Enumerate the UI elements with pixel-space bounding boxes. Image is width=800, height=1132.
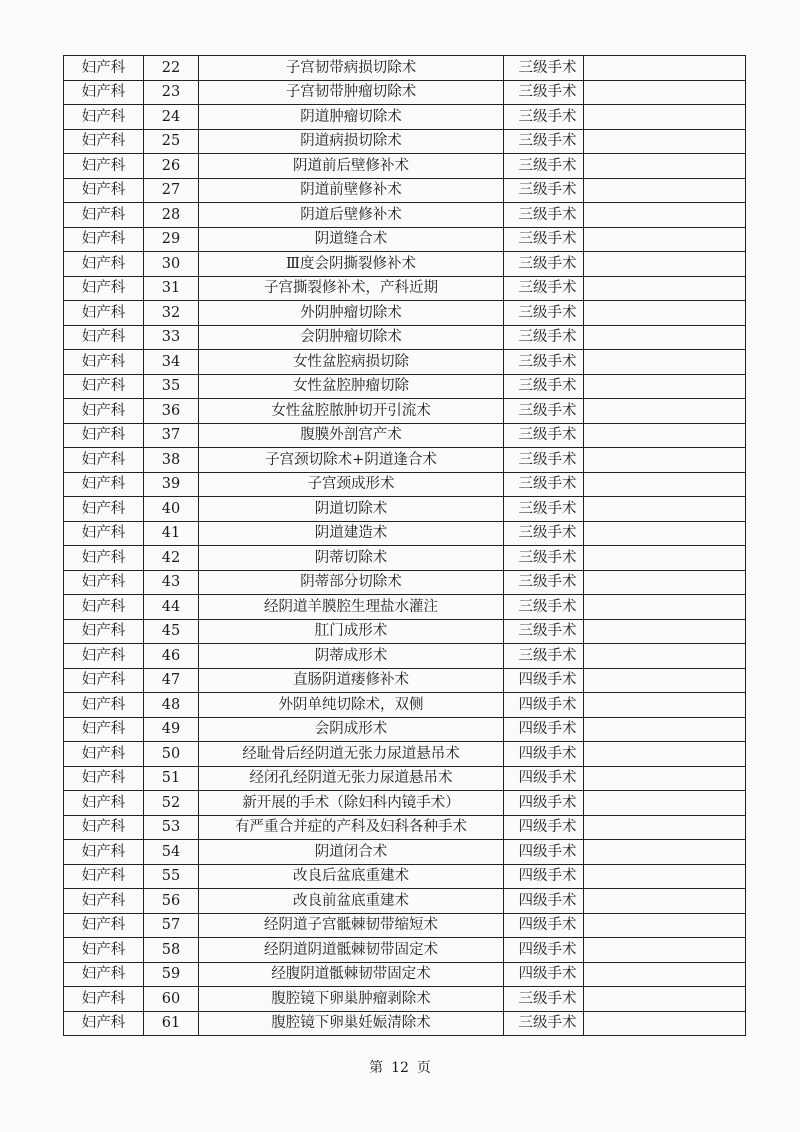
surgery-level-cell: 三级手术 (504, 178, 584, 203)
surgery-level-cell: 四级手术 (504, 840, 584, 865)
surgery-level-cell: 三级手术 (504, 325, 584, 350)
table-row (64, 619, 746, 644)
procedure-name-cell: 外阴肿瘤切除术 (199, 301, 504, 326)
number-cell: 26 (144, 154, 199, 179)
surgery-level-cell: 三级手术 (504, 374, 584, 399)
surgery-level-cell: 三级手术 (504, 227, 584, 252)
page-prefix: 第 (369, 1060, 384, 1076)
table-row (64, 987, 746, 1012)
surgery-level-cell: 四级手术 (504, 668, 584, 693)
procedure-name-cell: 阴道肿瘤切除术 (199, 105, 504, 130)
number-cell: 61 (144, 1011, 199, 1036)
table-row (64, 129, 746, 154)
procedure-name-cell: 阴蒂部分切除术 (199, 570, 504, 595)
note-cell (584, 423, 746, 448)
table-row (64, 570, 746, 595)
dept-cell: 妇产科 (64, 815, 144, 840)
procedure-name-cell: 改良后盆底重建术 (199, 864, 504, 889)
surgery-level-cell: 四级手术 (504, 742, 584, 767)
surgery-level-cell: 三级手术 (504, 129, 584, 154)
procedure-name-cell: 改良前盆底重建术 (199, 889, 504, 914)
number-cell: 49 (144, 717, 199, 742)
page-suffix: 页 (416, 1060, 431, 1076)
procedure-name-cell: 阴道切除术 (199, 497, 504, 522)
table-row (64, 595, 746, 620)
number-cell: 55 (144, 864, 199, 889)
table-row (64, 546, 746, 571)
table-row (64, 521, 746, 546)
dept-cell: 妇产科 (64, 154, 144, 179)
note-cell (584, 497, 746, 522)
surgery-level-cell: 三级手术 (504, 350, 584, 375)
dept-cell: 妇产科 (64, 742, 144, 767)
surgery-level-cell: 四级手术 (504, 889, 584, 914)
dept-cell: 妇产科 (64, 840, 144, 865)
procedure-name-cell: 阴道缝合术 (199, 227, 504, 252)
number-cell: 32 (144, 301, 199, 326)
table-row (64, 840, 746, 865)
dept-cell: 妇产科 (64, 399, 144, 424)
table-row (64, 154, 746, 179)
number-cell: 44 (144, 595, 199, 620)
procedure-name-cell: 腹腔镜下卵巢妊娠清除术 (199, 1011, 504, 1036)
dept-cell: 妇产科 (64, 80, 144, 105)
procedure-name-cell: 直肠阴道瘘修补术 (199, 668, 504, 693)
dept-cell: 妇产科 (64, 178, 144, 203)
procedure-name-cell: 经耻骨后经阴道无张力尿道悬吊术 (199, 742, 504, 767)
number-cell: 51 (144, 766, 199, 791)
note-cell (584, 766, 746, 791)
surgery-level-cell: 三级手术 (504, 203, 584, 228)
surgery-level-cell: 三级手术 (504, 987, 584, 1012)
surgery-level-cell: 四级手术 (504, 766, 584, 791)
table-body (64, 56, 746, 1036)
procedure-name-cell: 阴道前壁修补术 (199, 178, 504, 203)
number-cell: 29 (144, 227, 199, 252)
note-cell (584, 742, 746, 767)
surgery-level-cell: 三级手术 (504, 399, 584, 424)
surgery-level-cell: 三级手术 (504, 521, 584, 546)
procedure-name-cell: 女性盆腔病损切除 (199, 350, 504, 375)
procedure-name-cell: 阴道病损切除术 (199, 129, 504, 154)
procedure-name-cell: 会阴成形术 (199, 717, 504, 742)
procedure-name-cell: 经腹阴道骶棘韧带固定术 (199, 962, 504, 987)
table-row (64, 203, 746, 228)
dept-cell: 妇产科 (64, 864, 144, 889)
note-cell (584, 668, 746, 693)
note-cell (584, 1011, 746, 1036)
dept-cell: 妇产科 (64, 938, 144, 963)
number-cell: 40 (144, 497, 199, 522)
note-cell (584, 987, 746, 1012)
number-cell: 22 (144, 56, 199, 81)
procedure-name-cell: Ⅲ度会阴撕裂修补术 (199, 252, 504, 277)
number-cell: 57 (144, 913, 199, 938)
table-row (64, 668, 746, 693)
note-cell (584, 227, 746, 252)
note-cell (584, 399, 746, 424)
dept-cell: 妇产科 (64, 570, 144, 595)
surgery-level-cell: 四级手术 (504, 864, 584, 889)
number-cell: 41 (144, 521, 199, 546)
note-cell (584, 325, 746, 350)
table-row (64, 693, 746, 718)
table-row (64, 276, 746, 301)
note-cell (584, 864, 746, 889)
note-cell (584, 693, 746, 718)
procedure-name-cell: 子宫颈切除术+阴道逢合术 (199, 448, 504, 473)
dept-cell: 妇产科 (64, 497, 144, 522)
procedure-name-cell: 子宫韧带肿瘤切除术 (199, 80, 504, 105)
dept-cell: 妇产科 (64, 644, 144, 669)
surgery-level-cell: 三级手术 (504, 472, 584, 497)
surgery-level-cell: 四级手术 (504, 913, 584, 938)
number-cell: 23 (144, 80, 199, 105)
surgery-level-cell: 三级手术 (504, 276, 584, 301)
number-cell: 24 (144, 105, 199, 130)
procedure-name-cell: 阴道闭合术 (199, 840, 504, 865)
dept-cell: 妇产科 (64, 668, 144, 693)
table-row (64, 448, 746, 473)
dept-cell: 妇产科 (64, 619, 144, 644)
dept-cell: 妇产科 (64, 301, 144, 326)
dept-cell: 妇产科 (64, 766, 144, 791)
note-cell (584, 815, 746, 840)
surgery-level-cell: 三级手术 (504, 105, 584, 130)
table-row (64, 472, 746, 497)
procedure-name-cell: 阴蒂切除术 (199, 546, 504, 571)
note-cell (584, 56, 746, 81)
table-row (64, 962, 746, 987)
table-row (64, 766, 746, 791)
note-cell (584, 129, 746, 154)
procedure-name-cell: 会阴肿瘤切除术 (199, 325, 504, 350)
surgery-level-cell: 三级手术 (504, 570, 584, 595)
page-footer (0, 1057, 800, 1077)
surgery-level-cell: 四级手术 (504, 693, 584, 718)
dept-cell: 妇产科 (64, 521, 144, 546)
number-cell: 52 (144, 791, 199, 816)
procedure-name-cell: 阴蒂成形术 (199, 644, 504, 669)
dept-cell: 妇产科 (64, 595, 144, 620)
number-cell: 33 (144, 325, 199, 350)
dept-cell: 妇产科 (64, 889, 144, 914)
number-cell: 48 (144, 693, 199, 718)
note-cell (584, 840, 746, 865)
dept-cell: 妇产科 (64, 252, 144, 277)
number-cell: 45 (144, 619, 199, 644)
dept-cell: 妇产科 (64, 374, 144, 399)
note-cell (584, 644, 746, 669)
note-cell (584, 203, 746, 228)
number-cell: 31 (144, 276, 199, 301)
number-cell: 59 (144, 962, 199, 987)
procedure-name-cell: 女性盆腔脓肿切开引流术 (199, 399, 504, 424)
note-cell (584, 350, 746, 375)
surgery-level-cell: 三级手术 (504, 80, 584, 105)
dept-cell: 妇产科 (64, 693, 144, 718)
number-cell: 42 (144, 546, 199, 571)
surgery-level-cell: 四级手术 (504, 962, 584, 987)
number-cell: 25 (144, 129, 199, 154)
procedure-name-cell: 阴道前后壁修补术 (199, 154, 504, 179)
procedure-name-cell: 腹膜外剖宫产术 (199, 423, 504, 448)
table-row (64, 497, 746, 522)
number-cell: 34 (144, 350, 199, 375)
number-cell: 47 (144, 668, 199, 693)
number-cell: 53 (144, 815, 199, 840)
dept-cell: 妇产科 (64, 227, 144, 252)
table-row (64, 938, 746, 963)
note-cell (584, 791, 746, 816)
note-cell (584, 962, 746, 987)
procedure-name-cell: 腹腔镜下卵巢肿瘤剥除术 (199, 987, 504, 1012)
dept-cell: 妇产科 (64, 913, 144, 938)
dept-cell: 妇产科 (64, 423, 144, 448)
number-cell: 35 (144, 374, 199, 399)
note-cell (584, 105, 746, 130)
number-cell: 50 (144, 742, 199, 767)
dept-cell: 妇产科 (64, 325, 144, 350)
table-row (64, 791, 746, 816)
procedure-name-cell: 新开展的手术（除妇科内镜手术） (199, 791, 504, 816)
procedure-name-cell: 经阴道羊膜腔生理盐水灌注 (199, 595, 504, 620)
note-cell (584, 472, 746, 497)
note-cell (584, 154, 746, 179)
note-cell (584, 546, 746, 571)
table-row (64, 913, 746, 938)
procedure-name-cell: 外阴单纯切除术，双侧 (199, 693, 504, 718)
note-cell (584, 595, 746, 620)
surgery-level-cell: 三级手术 (504, 497, 584, 522)
table-row (64, 423, 746, 448)
dept-cell: 妇产科 (64, 56, 144, 81)
table-row (64, 301, 746, 326)
table-row (64, 350, 746, 375)
dept-cell: 妇产科 (64, 129, 144, 154)
surgery-level-cell: 三级手术 (504, 619, 584, 644)
table-row (64, 815, 746, 840)
note-cell (584, 252, 746, 277)
dept-cell: 妇产科 (64, 717, 144, 742)
surgery-level-cell: 三级手术 (504, 252, 584, 277)
table-row (64, 325, 746, 350)
procedure-name-cell: 子宫颈成形术 (199, 472, 504, 497)
surgery-level-cell: 四级手术 (504, 938, 584, 963)
dept-cell: 妇产科 (64, 1011, 144, 1036)
note-cell (584, 374, 746, 399)
dept-cell: 妇产科 (64, 546, 144, 571)
surgery-level-cell: 三级手术 (504, 644, 584, 669)
table-row (64, 56, 746, 81)
dept-cell: 妇产科 (64, 105, 144, 130)
note-cell (584, 276, 746, 301)
table-row (64, 399, 746, 424)
procedure-name-cell: 子宫韧带病损切除术 (199, 56, 504, 81)
table-row (64, 864, 746, 889)
dept-cell: 妇产科 (64, 203, 144, 228)
table-row (64, 178, 746, 203)
surgery-level-cell: 四级手术 (504, 791, 584, 816)
surgery-level-cell: 三级手术 (504, 595, 584, 620)
procedure-name-cell: 经阴道子宫骶棘韧带缩短术 (199, 913, 504, 938)
number-cell: 60 (144, 987, 199, 1012)
procedure-name-cell: 阴道后壁修补术 (199, 203, 504, 228)
dept-cell: 妇产科 (64, 791, 144, 816)
number-cell: 36 (144, 399, 199, 424)
number-cell: 27 (144, 178, 199, 203)
table-row (64, 644, 746, 669)
surgery-level-cell: 三级手术 (504, 154, 584, 179)
number-cell: 39 (144, 472, 199, 497)
dept-cell: 妇产科 (64, 350, 144, 375)
dept-cell: 妇产科 (64, 472, 144, 497)
page-number: 12 (391, 1060, 409, 1076)
surgery-level-cell: 四级手术 (504, 815, 584, 840)
note-cell (584, 301, 746, 326)
number-cell: 56 (144, 889, 199, 914)
number-cell: 28 (144, 203, 199, 228)
table-row (64, 374, 746, 399)
surgery-level-cell: 三级手术 (504, 301, 584, 326)
number-cell: 54 (144, 840, 199, 865)
table-row (64, 105, 746, 130)
note-cell (584, 913, 746, 938)
surgery-level-cell: 四级手术 (504, 717, 584, 742)
number-cell: 38 (144, 448, 199, 473)
number-cell: 46 (144, 644, 199, 669)
note-cell (584, 938, 746, 963)
surgery-table (63, 55, 746, 1036)
note-cell (584, 619, 746, 644)
note-cell (584, 521, 746, 546)
dept-cell: 妇产科 (64, 448, 144, 473)
table-row (64, 80, 746, 105)
dept-cell: 妇产科 (64, 987, 144, 1012)
procedure-name-cell: 阴道建造术 (199, 521, 504, 546)
note-cell (584, 717, 746, 742)
dept-cell: 妇产科 (64, 276, 144, 301)
procedure-name-cell: 有严重合并症的产科及妇科各种手术 (199, 815, 504, 840)
note-cell (584, 80, 746, 105)
table-row (64, 742, 746, 767)
number-cell: 43 (144, 570, 199, 595)
surgery-level-cell: 三级手术 (504, 423, 584, 448)
note-cell (584, 889, 746, 914)
note-cell (584, 178, 746, 203)
table-row (64, 252, 746, 277)
table-row (64, 717, 746, 742)
table-row (64, 227, 746, 252)
procedure-name-cell: 子宫撕裂修补术，产科近期 (199, 276, 504, 301)
procedure-name-cell: 肛门成形术 (199, 619, 504, 644)
procedure-name-cell: 女性盆腔肿瘤切除 (199, 374, 504, 399)
procedure-name-cell: 经闭孔经阴道无张力尿道悬吊术 (199, 766, 504, 791)
table-row (64, 1011, 746, 1036)
number-cell: 37 (144, 423, 199, 448)
number-cell: 30 (144, 252, 199, 277)
dept-cell: 妇产科 (64, 962, 144, 987)
note-cell (584, 448, 746, 473)
procedure-name-cell: 经阴道阴道骶棘韧带固定术 (199, 938, 504, 963)
surgery-level-cell: 三级手术 (504, 56, 584, 81)
number-cell: 58 (144, 938, 199, 963)
surgery-level-cell: 三级手术 (504, 1011, 584, 1036)
note-cell (584, 570, 746, 595)
surgery-level-cell: 三级手术 (504, 546, 584, 571)
surgery-level-cell: 三级手术 (504, 448, 584, 473)
table-row (64, 889, 746, 914)
